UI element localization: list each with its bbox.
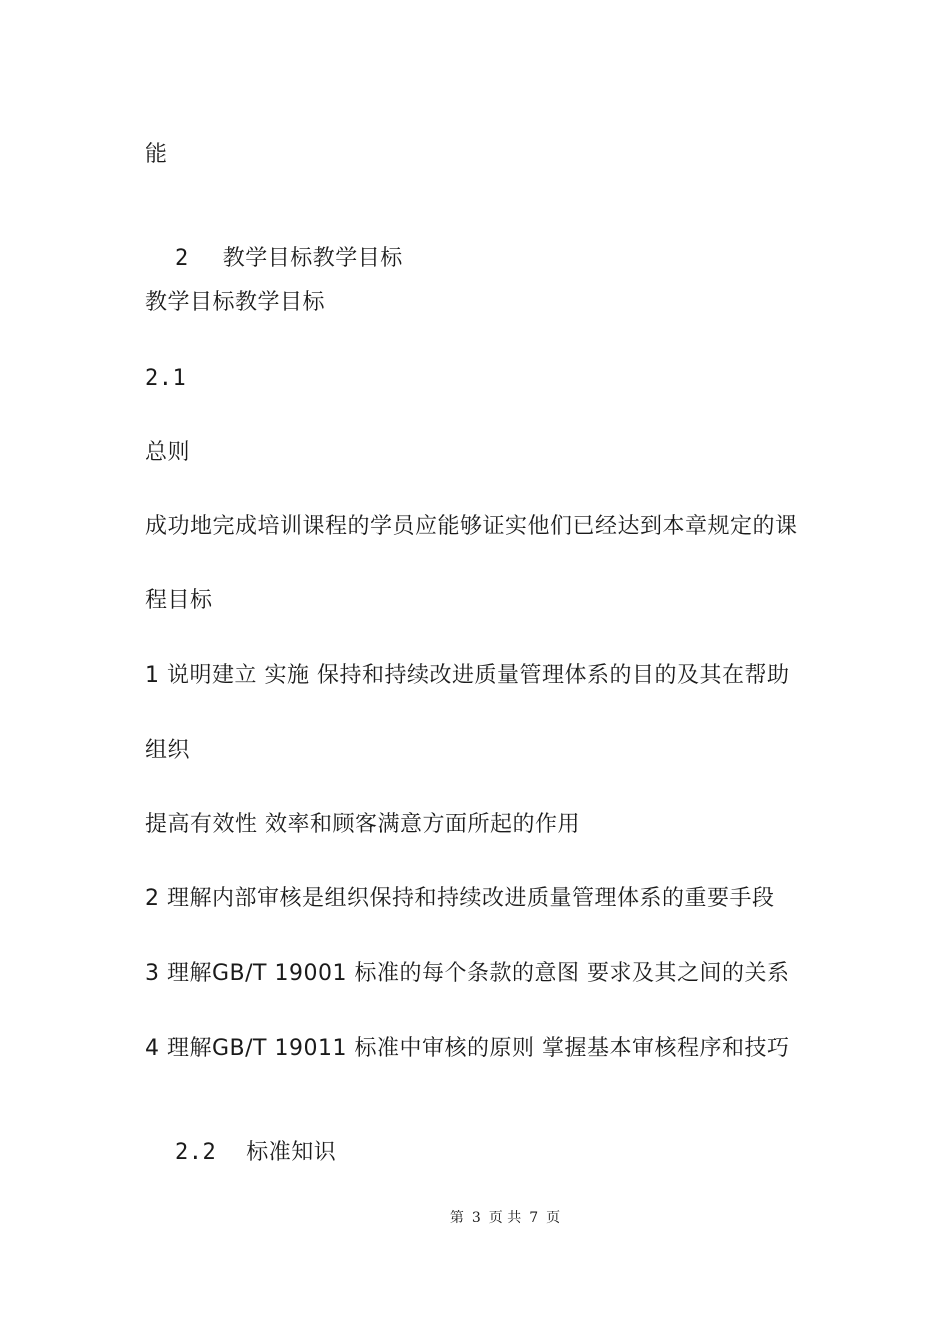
text-line: 3 理解GB/T 19001 标准的每个条款的意图 要求及其之间的关系 (145, 961, 790, 986)
text-line: 程目标 (145, 588, 213, 613)
section-title: 标准知识 (246, 1140, 337, 1165)
text-line: 1 说明建立 实施 保持和持续改进质量管理体系的目的及其在帮助 (145, 663, 790, 688)
page-footer (0, 1208, 950, 1228)
footer-prefix: 第 (449, 1210, 464, 1226)
text-line: 提高有效性 效率和顾客满意方面所起的作用 (145, 812, 580, 837)
text-line: 总则 (145, 440, 191, 465)
section-title: 教学目标教学目标 (222, 246, 403, 271)
text-line: 教学目标教学目标 (145, 290, 326, 315)
footer-middle: 页 共 (488, 1210, 522, 1226)
section-number-2-1: 2.1 (145, 366, 187, 391)
section-heading-2-2 (145, 1108, 336, 1198)
text-line: 成功地完成培训课程的学员应能够证实他们已经达到本章规定的课 (145, 514, 798, 539)
text-line: 能 (145, 142, 168, 167)
text-line: 组织 (145, 738, 191, 763)
footer-total-pages: 7 (529, 1210, 539, 1226)
text-line: 2 理解内部审核是组织保持和持续改进质量管理体系的重要手段 (145, 886, 775, 911)
text-line: 4 理解GB/T 19011 标准中审核的原则 掌握基本审核程序和技巧 (145, 1036, 790, 1061)
footer-page-number: 3 (471, 1210, 481, 1226)
footer-suffix: 页 (546, 1210, 561, 1226)
section-number: 2.2 (174, 1140, 217, 1165)
section-number: 2 (174, 246, 189, 271)
